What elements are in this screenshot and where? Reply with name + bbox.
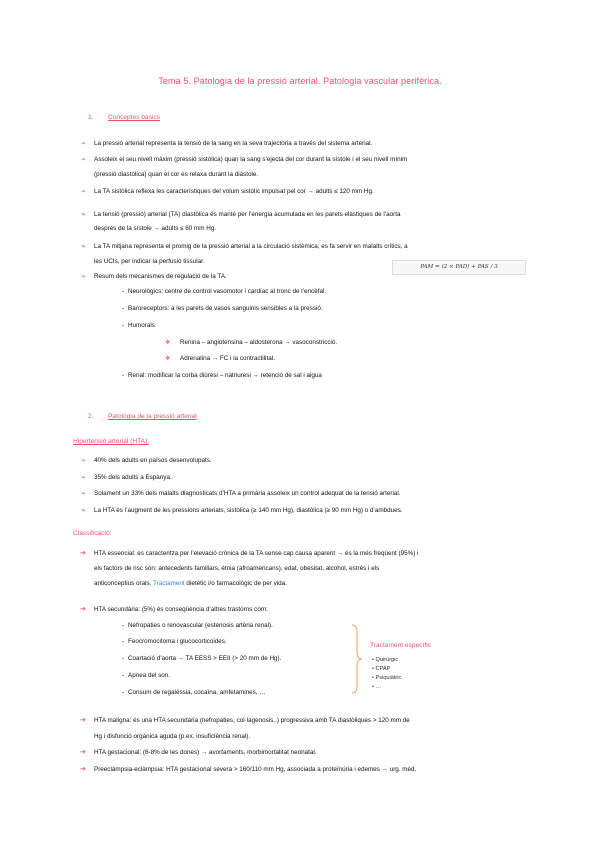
list-item: • Psiquiàtric	[372, 675, 402, 681]
list-item: ➢ La TA mitjana representa el promig de la pressió arterial a la circulació sistèmica; es fa servir en malalts crítics, a	[94, 240, 526, 255]
bullet-arrow-icon: ➢	[81, 274, 87, 280]
dash-bullet: -	[122, 305, 125, 312]
list-item: • Quirúrgic	[372, 657, 399, 663]
secondary-cause-item: - Consum de regalèssia, cocaïna, amfetamines, …	[122, 689, 266, 696]
list-item-continuation: (pressió diastòlica) quan el cor es relaxa durant la diàstole.	[94, 171, 259, 178]
brace-icon	[350, 624, 364, 694]
arrow-right-icon: ➔	[80, 749, 86, 756]
list-item-continuation: els factors de risc són: antecedents familiars, ètnia (afroamericans), edat, obesitat, alcohol, estrès i els	[94, 565, 380, 572]
secondary-cause-item: - Apnea del son.	[122, 672, 171, 679]
diamond-bullet-icon: ❖	[165, 340, 171, 346]
section-heading-patologia	[88, 413, 197, 420]
list-item: ➔ Preeclàmpsia-eclàmpsia: HTA gestacional severa > 160/110 mm Hg, associada a proteïnúria i edemes → urg. méd.	[94, 763, 526, 778]
mechanism-item: - Baroreceptors: a les parets de vasos sanguinis sensibles a la pressió.	[122, 305, 323, 312]
diamond-bullet-icon: ❖	[165, 356, 171, 362]
tractament-label: Tractament	[153, 580, 185, 587]
list-item-continuation: anticonceptius orals. Tractament dietètic i/o farmacològic de per vida.	[94, 580, 287, 587]
arrow-right-icon: ➔	[80, 606, 86, 613]
list-item: ➢ Resum dels mecanismes de regulació de la TA.	[94, 270, 526, 285]
list-item: ➢ La HTA és l’augment de les pressions arterials, sistòlica (≥ 140 mm Hg), diastòlica (≥ 90 mm Hg) o d’ambdues.	[94, 504, 526, 519]
mechanism-item: - Neurològics: centre de control vasomotor i cardíac al tronc de l’encèfal.	[122, 288, 327, 295]
list-item: ➢ 35% dels adults a Espanya.	[94, 471, 526, 486]
dash-bullet: -	[122, 672, 125, 679]
section-title: Conceptes bàsics	[108, 114, 161, 121]
classificacio-heading: Classificació:	[73, 530, 112, 537]
humoral-item: ❖ Adrenalina → FC i la contractilitat.	[165, 355, 276, 362]
list-item-continuation: després de la sístole → adults ≤ 80 mm Hg.	[94, 225, 217, 232]
arrow-right-icon: ➔	[80, 550, 86, 557]
bullet-arrow-icon: ➢	[81, 157, 87, 163]
list-item: ➔ HTA essencial: es caracteritza per l’elevació crònica de la TA sense cap causa aparent → és la més freqüent (95%) i	[94, 547, 526, 562]
hta-heading: Hipertensió arterial (HTA):	[73, 438, 150, 445]
bullet-arrow-icon: ➢	[81, 491, 87, 497]
section-heading-conceptes	[88, 114, 160, 121]
dash-bullet: -	[122, 655, 125, 662]
dash-bullet: -	[122, 372, 125, 379]
dash-bullet: -	[122, 622, 125, 629]
tractament-list	[372, 656, 401, 692]
list-item: ➢ 40% dels adults en països desenvolupats.	[94, 454, 526, 469]
secondary-cause-item: - Feocromocitoma i glucocorticoides.	[122, 638, 227, 645]
list-item: ➢ Assoleix el seu nivell màxim (pressió sistòlica) quan la sang s’ejecta del cor durant la sístole i el seu nivell mínim	[94, 153, 526, 168]
dash-bullet: -	[122, 288, 125, 295]
secondary-cause-item: - Coartació d’aorta → TA EESS > EEII (> 20 mm de Hg).	[122, 655, 282, 662]
pam-formula: PAM = (2 × PAD) + PAS / 3	[392, 260, 526, 275]
list-item: ➢ Solament un 33% dels malalts diagnosticats d’HTA a primària assoleix un control adequat de la tensió arterial.	[94, 487, 526, 502]
list-item: ➢ La pressió arterial representa la tensió de la sang en la seva trajectòria a través del sistema arterial.	[94, 137, 526, 152]
bullet-arrow-icon: ➢	[81, 141, 87, 147]
tractament-especific-label: Tractament específic	[370, 642, 431, 649]
section-title: Patologia de la pressió arterial	[108, 413, 197, 420]
dash-bullet: -	[122, 638, 125, 645]
arrow-right-icon: ➔	[80, 766, 86, 773]
dash-bullet: -	[122, 322, 125, 329]
list-item: ➔ HTA gestacional: (6-8% de les dones) → avortaments, morbimortalitat neonatal.	[94, 746, 526, 761]
list-item: ➢ La tensió (pressió) arterial (TA) diastòlica és manté per l’energia acumulada en les parets elàstiques de l’aorta	[94, 208, 526, 223]
bullet-arrow-icon: ➢	[81, 458, 87, 464]
page-title: Tema 5. Patologia de la pressió arterial. Patologia vascular perifèrica.	[158, 76, 442, 86]
bullet-arrow-icon: ➢	[81, 475, 87, 481]
bullet-arrow-icon: ➢	[81, 212, 87, 218]
list-item: • …	[372, 684, 382, 690]
bullet-arrow-icon: ➢	[81, 508, 87, 514]
list-item: ➔ HTA secundària: (5%) és conseqüència d’altres trastorns com:	[94, 603, 526, 618]
section-number: 1.	[88, 114, 94, 121]
list-item: • CPAP	[372, 666, 391, 672]
bullet-arrow-icon: ➢	[81, 189, 87, 195]
humoral-item: ❖ Renina – angiotensina – aldosterona → vasoconstricció.	[165, 339, 338, 346]
list-item-continuation: Hg i disfunció orgànica aguda (p.ex. insuficiència renal).	[94, 733, 251, 740]
mechanism-item: - Humorals	[122, 322, 155, 329]
mechanism-item: - Renal: modificar la corba diüresi – natriuresi → retenció de sal i aigua	[122, 372, 322, 379]
secondary-cause-item: - Nefropaties o renovascular (estenosis artèria renal).	[122, 622, 273, 629]
dash-bullet: -	[122, 689, 125, 696]
arrow-right-icon: ➔	[80, 717, 86, 724]
list-item: ➢ La TA sistòlica reflexa les característiques del volum sistòlic impulsat pel cor → adults ≤ 120 mm Hg.	[94, 185, 526, 200]
list-item: ➔ HTA maligna: és una HTA secundària (nefropaties, col·lagenosis..) progressiva amb TA diastòliques > 120 mm de	[94, 714, 526, 729]
bullet-arrow-icon: ➢	[81, 244, 87, 250]
list-item-continuation: les UCIs, per indicar la perfusió tissular.	[94, 258, 205, 265]
section-number: 2.	[88, 413, 94, 420]
